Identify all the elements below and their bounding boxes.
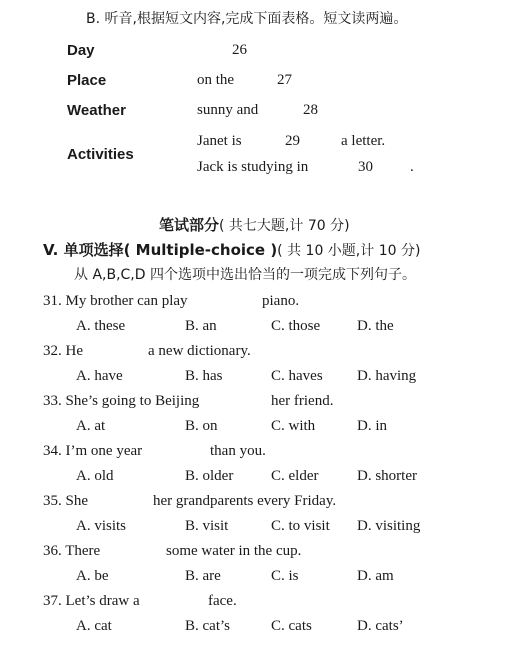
option-35-d[interactable]: D. visiting <box>357 518 421 534</box>
question-number: 35. <box>43 493 62 509</box>
option-31-c[interactable]: C. those <box>271 318 321 334</box>
option-33-b[interactable]: B. on <box>185 418 218 434</box>
activities-line1-after: a letter. <box>341 133 386 149</box>
option-34-c[interactable]: C. elder <box>271 468 319 484</box>
option-37-d[interactable]: D. cats’ <box>357 618 404 634</box>
question-number: 31. <box>43 293 62 309</box>
section-v-title: V. 单项选择( Multiple-choice ) <box>43 241 278 259</box>
blank-27: 27 <box>277 72 292 88</box>
option-35-a[interactable]: A. visits <box>76 518 127 534</box>
option-37-b[interactable]: B. cat’s <box>185 618 230 634</box>
blank-29: 29 <box>285 133 300 149</box>
label-day: Day <box>67 42 95 59</box>
option-34-a[interactable]: A. old <box>76 468 114 484</box>
section-v-instruction: 从 A,B,C,D 四个选项中选出恰当的一项完成下列句子。 <box>74 267 416 283</box>
option-34-b[interactable]: B. older <box>185 468 234 484</box>
listening-b-instruction: B. 听音,根据短文内容,完成下面表格。短文读两遍。 <box>86 11 408 27</box>
question-text-after: face. <box>208 593 237 609</box>
option-32-d[interactable]: D. having <box>357 368 417 384</box>
question-37 <box>43 594 140 609</box>
option-34-d[interactable]: D. shorter <box>357 468 417 484</box>
question-number: 36. <box>43 543 62 559</box>
option-32-c[interactable]: C. haves <box>271 368 323 384</box>
label-place: Place <box>67 72 107 89</box>
activities-line2-text: Jack is studying in <box>197 159 309 175</box>
option-36-d[interactable]: D. am <box>357 568 394 584</box>
question-text-before: There <box>65 543 101 559</box>
option-33-a[interactable]: A. at <box>76 418 106 434</box>
question-text-after: some water in the cup. <box>166 543 302 559</box>
question-text-after: her grandparents every Friday. <box>153 493 337 509</box>
question-35 <box>43 494 88 509</box>
label-activities: Activities <box>67 146 134 163</box>
question-text-before: I’m one year <box>65 443 143 459</box>
weather-text: sunny and <box>197 102 259 118</box>
option-31-b[interactable]: B. an <box>185 318 217 334</box>
section-v-title-row <box>43 243 420 259</box>
question-text-before: She <box>65 493 88 509</box>
place-text: on the <box>197 72 235 88</box>
question-34 <box>43 444 142 459</box>
question-33 <box>43 394 199 409</box>
question-text-before: My brother can play <box>65 293 188 309</box>
written-heading-row <box>159 218 350 234</box>
option-33-d[interactable]: D. in <box>357 418 387 434</box>
option-36-a[interactable]: A. be <box>76 568 109 584</box>
blank-30: 30 <box>358 159 373 175</box>
question-number: 37. <box>43 593 62 609</box>
written-heading: 笔试部分 <box>159 216 220 234</box>
option-36-c[interactable]: C. is <box>271 568 299 584</box>
option-32-b[interactable]: B. has <box>185 368 223 384</box>
question-number: 32. <box>43 343 62 359</box>
question-32 <box>43 344 83 359</box>
question-text-before: Let’s draw a <box>65 593 140 609</box>
question-number: 33. <box>43 393 62 409</box>
question-text-after: piano. <box>262 293 300 309</box>
question-text-before: She’s going to Beijing <box>65 393 200 409</box>
option-37-c[interactable]: C. cats <box>271 618 312 634</box>
section-v-note: ( 共 10 小题,计 10 分) <box>277 243 421 259</box>
blank-28: 28 <box>303 102 318 118</box>
written-heading-note: ( 共七大题,计 70 分) <box>219 218 350 234</box>
question-number: 34. <box>43 443 62 459</box>
option-31-d[interactable]: D. the <box>357 318 394 334</box>
option-31-a[interactable]: A. these <box>76 318 126 334</box>
option-35-b[interactable]: B. visit <box>185 518 229 534</box>
activities-line2-after: . <box>410 159 414 175</box>
option-33-c[interactable]: C. with <box>271 418 316 434</box>
label-weather: Weather <box>67 102 126 119</box>
blank-26: 26 <box>232 42 247 58</box>
question-31 <box>43 294 188 309</box>
activities-line1-text: Janet is <box>197 133 242 149</box>
question-text-after: than you. <box>210 443 266 459</box>
question-text-before: He <box>65 343 83 359</box>
question-text-after: a new dictionary. <box>148 343 251 359</box>
option-37-a[interactable]: A. cat <box>76 618 112 634</box>
option-35-c[interactable]: C. to visit <box>271 518 330 534</box>
option-36-b[interactable]: B. are <box>185 568 221 584</box>
question-text-after: her friend. <box>271 393 334 409</box>
question-36 <box>43 544 100 559</box>
option-32-a[interactable]: A. have <box>76 368 123 384</box>
